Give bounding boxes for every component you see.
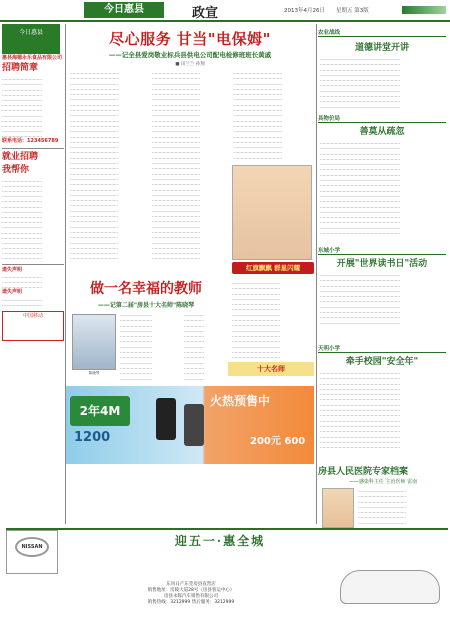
section-headline: 道德讲堂开讲 bbox=[354, 43, 409, 53]
divider bbox=[2, 264, 64, 265]
left-logo: 今日惠县 bbox=[2, 24, 60, 54]
job-headline: 就业招聘 bbox=[2, 151, 39, 162]
divider bbox=[2, 148, 64, 149]
section-headline: 善莫从疏忽 bbox=[359, 127, 405, 137]
column-rule bbox=[316, 24, 317, 524]
job-subheadline: 我帮你 bbox=[2, 164, 30, 175]
decorative-bar bbox=[402, 6, 446, 14]
nissan-badge-icon: NISSAN bbox=[15, 537, 49, 557]
mini-banner: 十大名师 bbox=[228, 362, 314, 376]
footer-headline: 迎五一·惠全城 bbox=[174, 534, 266, 548]
company-phone: 联系电话：123456789 bbox=[2, 138, 59, 145]
notice-title: 遗失声明 bbox=[2, 266, 23, 273]
recruitment-headline: 招聘简章 bbox=[2, 63, 39, 74]
article2-headline: 做一名幸福的教师 bbox=[90, 281, 202, 297]
issue-date: 2013年4月26日 bbox=[284, 8, 325, 14]
phone-advertisement bbox=[66, 386, 314, 464]
article-headline: 尽心服务 甘当"电保姆" bbox=[109, 30, 271, 48]
portrait-caption: 陈晓琴 bbox=[88, 371, 100, 375]
ad-price: 1200 bbox=[74, 430, 111, 445]
section-body: …………………………………………………… …………………………………………………… …………………………………………………… …………………………………………………… …………………………………………………… …………………………………………………… …………………………………………………… …………………………………………………… …………………………………………………… …………………………………………………… …………………………………………………… …………………………………………………… …………………………………………………… …………………………………………………… …………………………………………………… …………………………………………………… …………………………………………………… …………………………………………………… bbox=[320, 140, 400, 236]
left-bottom-ad: 中国移动 bbox=[2, 311, 64, 341]
nissan-logo bbox=[6, 530, 58, 574]
ad-price-right: 200元 600 bbox=[250, 436, 306, 447]
section-headline: 开展"世界读书日"活动 bbox=[336, 259, 428, 269]
article-body-column: ……………………………… ……………………………… ……………………………… ……………………………… ……………………………… ……………………………… ……………………………… ……………………………… ……………………………… ……………………………… ……………………………… ……………………………… ……………………………… ……………………………… ……………………………… ……………………………… ……………………………… ……………………………… ……………………………… ……………………………… ……………………………… ……………………………… ……………………………… ……………………………… ……………………………… ……………………………… ……………………………… ……………………………… ……………………………… ……………………………… ……………………………… ……………………………… ……………………………… ……………………………… ……………………………… ……………………………… bbox=[152, 70, 200, 261]
article2-body-column: …………… …………… …………… …………… …………… …………… …………… …………… …………… …………… …………… …………… …………… bbox=[184, 312, 204, 381]
section-body: …………………………………………………… …………………………………………………… …………………………………………………… …………………………………………………… …………………………………………………… …………………………………………………… …………………………………………………… …………………………………………………… …………………………………………………… …………………………………………………… bbox=[320, 272, 400, 325]
photo-banner: 红旗飘飘 群星闪耀 bbox=[232, 262, 314, 274]
masthead bbox=[0, 0, 450, 22]
section-title: 政宣 bbox=[192, 6, 219, 21]
section-label: 具物价局 bbox=[318, 114, 446, 123]
article-body-column: ……………………………… ……………………………… ……………………………… ……………………………… ……………………………… ……………………………… ……………………………… ……………………………… ……………………………… ……………………………… ……………………………… ……………………………… ……………………………… ……………………………… ……………………………… ……………………………… ……………………………… bbox=[234, 70, 282, 160]
doctor-photo bbox=[322, 488, 354, 528]
car-image bbox=[340, 570, 440, 604]
phone-image bbox=[184, 404, 204, 446]
footer-info bbox=[66, 582, 316, 606]
article2-subhead: ——记第二届"房县十大名师"陈晓琴 bbox=[97, 302, 195, 309]
weekday: 星期五 bbox=[336, 8, 353, 14]
section-headline: 牵手校园"安全年" bbox=[345, 357, 419, 367]
section-label: 东城小学 bbox=[318, 246, 446, 255]
article-body-column: ……………………………… ……………………………… ……………………………… ……………………………… ……………………………… ……………………………… ……………………………… ……………………………… ……………………………… ……………………………… ……………………………… ……………………………… ……………………………… ……………………………… ……………………………… ……………………………… ……………………………… ……………………………… ……………………………… ……………………………… ……………………………… ……………………………… ……………………………… ……………………………… ……………………………… ……………………………… ……………………………… ……………………………… ……………………………… ……………………………… ……………………………… ……………………………… ……………………………… ……………………………… ……………………………… ……………………………… bbox=[70, 70, 118, 261]
teacher-portrait bbox=[72, 314, 116, 370]
dealer-address: 销售地址：房陵大道28号（房县客运中心） bbox=[147, 588, 235, 593]
article-byline: ■ 田兰兰 孙翔 bbox=[175, 62, 205, 67]
recruitment-text: ………………………… ………………………… ………………………… ………………………… ………………………… ………………………… ………………………… ………………………… ………………………… ………………………… ………………………… ………………………… bbox=[2, 76, 42, 139]
doctor-body: ……………………………… ……………………………… ……………………………… ……………………………… ……………………………… ……………………………… ……………………………… bbox=[358, 488, 406, 525]
dealer-phone: 销售热线：3212999 bbox=[147, 600, 191, 605]
article-body-column: ……………………………… ……………………………… ……………………………… ……………………………… ……………………………… ……………………………… ……………………………… ……………………………… ……………………………… ……………………………… ……………………………… ……………………………… ……………………………… ……………………………… ……………………………… bbox=[232, 280, 280, 360]
notice-title: 遗失声明 bbox=[2, 289, 23, 296]
left-column: 今日惠县 惠县海德永乐食品有限公司 招聘简章 ………………………… ………………………… ………………………… ………………………… ………………………… ………………………… ………………………… ………………………… ………………………… ………………………… ………………………… ………………………… 联系电话：123456789 就业招聘 我帮你 ………………………… ………………………… ………………………… ………………………… ………………………… ………………………… ………………………… ………………………… ………………………… ………………………… ………………………… ………………………… ………………………… ………………………… ………………………… ………………………… 遗失声明 ………………………… ………………………… ………………………… 遗失声明 ………………………… ………………………… 中国移动 bbox=[2, 24, 64, 614]
section-label: 农业战线 bbox=[318, 28, 446, 37]
page-number bbox=[336, 6, 369, 14]
dealer-brand: 房县永晖汽车销售有限公司 bbox=[164, 594, 218, 599]
doctor-profile-subtitle: ——感染科主任 主治医师 雷南 bbox=[348, 479, 418, 485]
company-name: 惠县海德永乐食品有限公司 bbox=[2, 55, 63, 61]
newspaper-logo: 今日惠县 bbox=[84, 2, 164, 18]
dealer-service: 售后服务：3212999 bbox=[191, 600, 235, 605]
article2-body-column: …………………… …………………… …………………… …………………… …………………… …………………… …………………… …………………… …………………… …………………… …………………… …………………… …………………… bbox=[120, 312, 152, 381]
job-text: ………………………… ………………………… ………………………… ………………………… ………………………… ………………………… ………………………… ………………………… ………………………… ………………………… ………………………… ………………………… ………………………… ………………………… ………………………… ………………………… bbox=[2, 177, 42, 261]
section-body: …………………………………………………… …………………………………………………… …………………………………………………… …………………………………………………… …………………………………………………… …………………………………………………… …………………………………………………… …………………………………………………… …………………………………………………… …………………………………………………… bbox=[320, 56, 400, 109]
doctor-profile-title: 房县人民医院专家档案 bbox=[318, 467, 409, 477]
dealer-name: 东风日产东莞房县直营店 bbox=[166, 582, 216, 587]
article-photo bbox=[232, 165, 312, 260]
section-label: 天明小学 bbox=[318, 344, 446, 353]
phone-image bbox=[156, 398, 176, 440]
page-label: 第3版 bbox=[354, 8, 369, 14]
ad-title: 火热预售中 bbox=[210, 394, 271, 408]
article-subhead: ——记全县爱岗敬业标兵县供电公司配电检修班班长黄戚 bbox=[108, 51, 272, 59]
section-body: …………………………………………………… …………………………………………………… …………………………………………………… …………………………………………………… …………………………………………………… …………………………………………………… …………………………………………………… …………………………………………………… …………………………………………………… …………………………………………………… …………………………………………………… …………………………………………………… …………………………………………………… …………………………………………………… …………………………………………………… bbox=[320, 370, 400, 450]
ad-badge: 2年4M bbox=[70, 396, 130, 426]
